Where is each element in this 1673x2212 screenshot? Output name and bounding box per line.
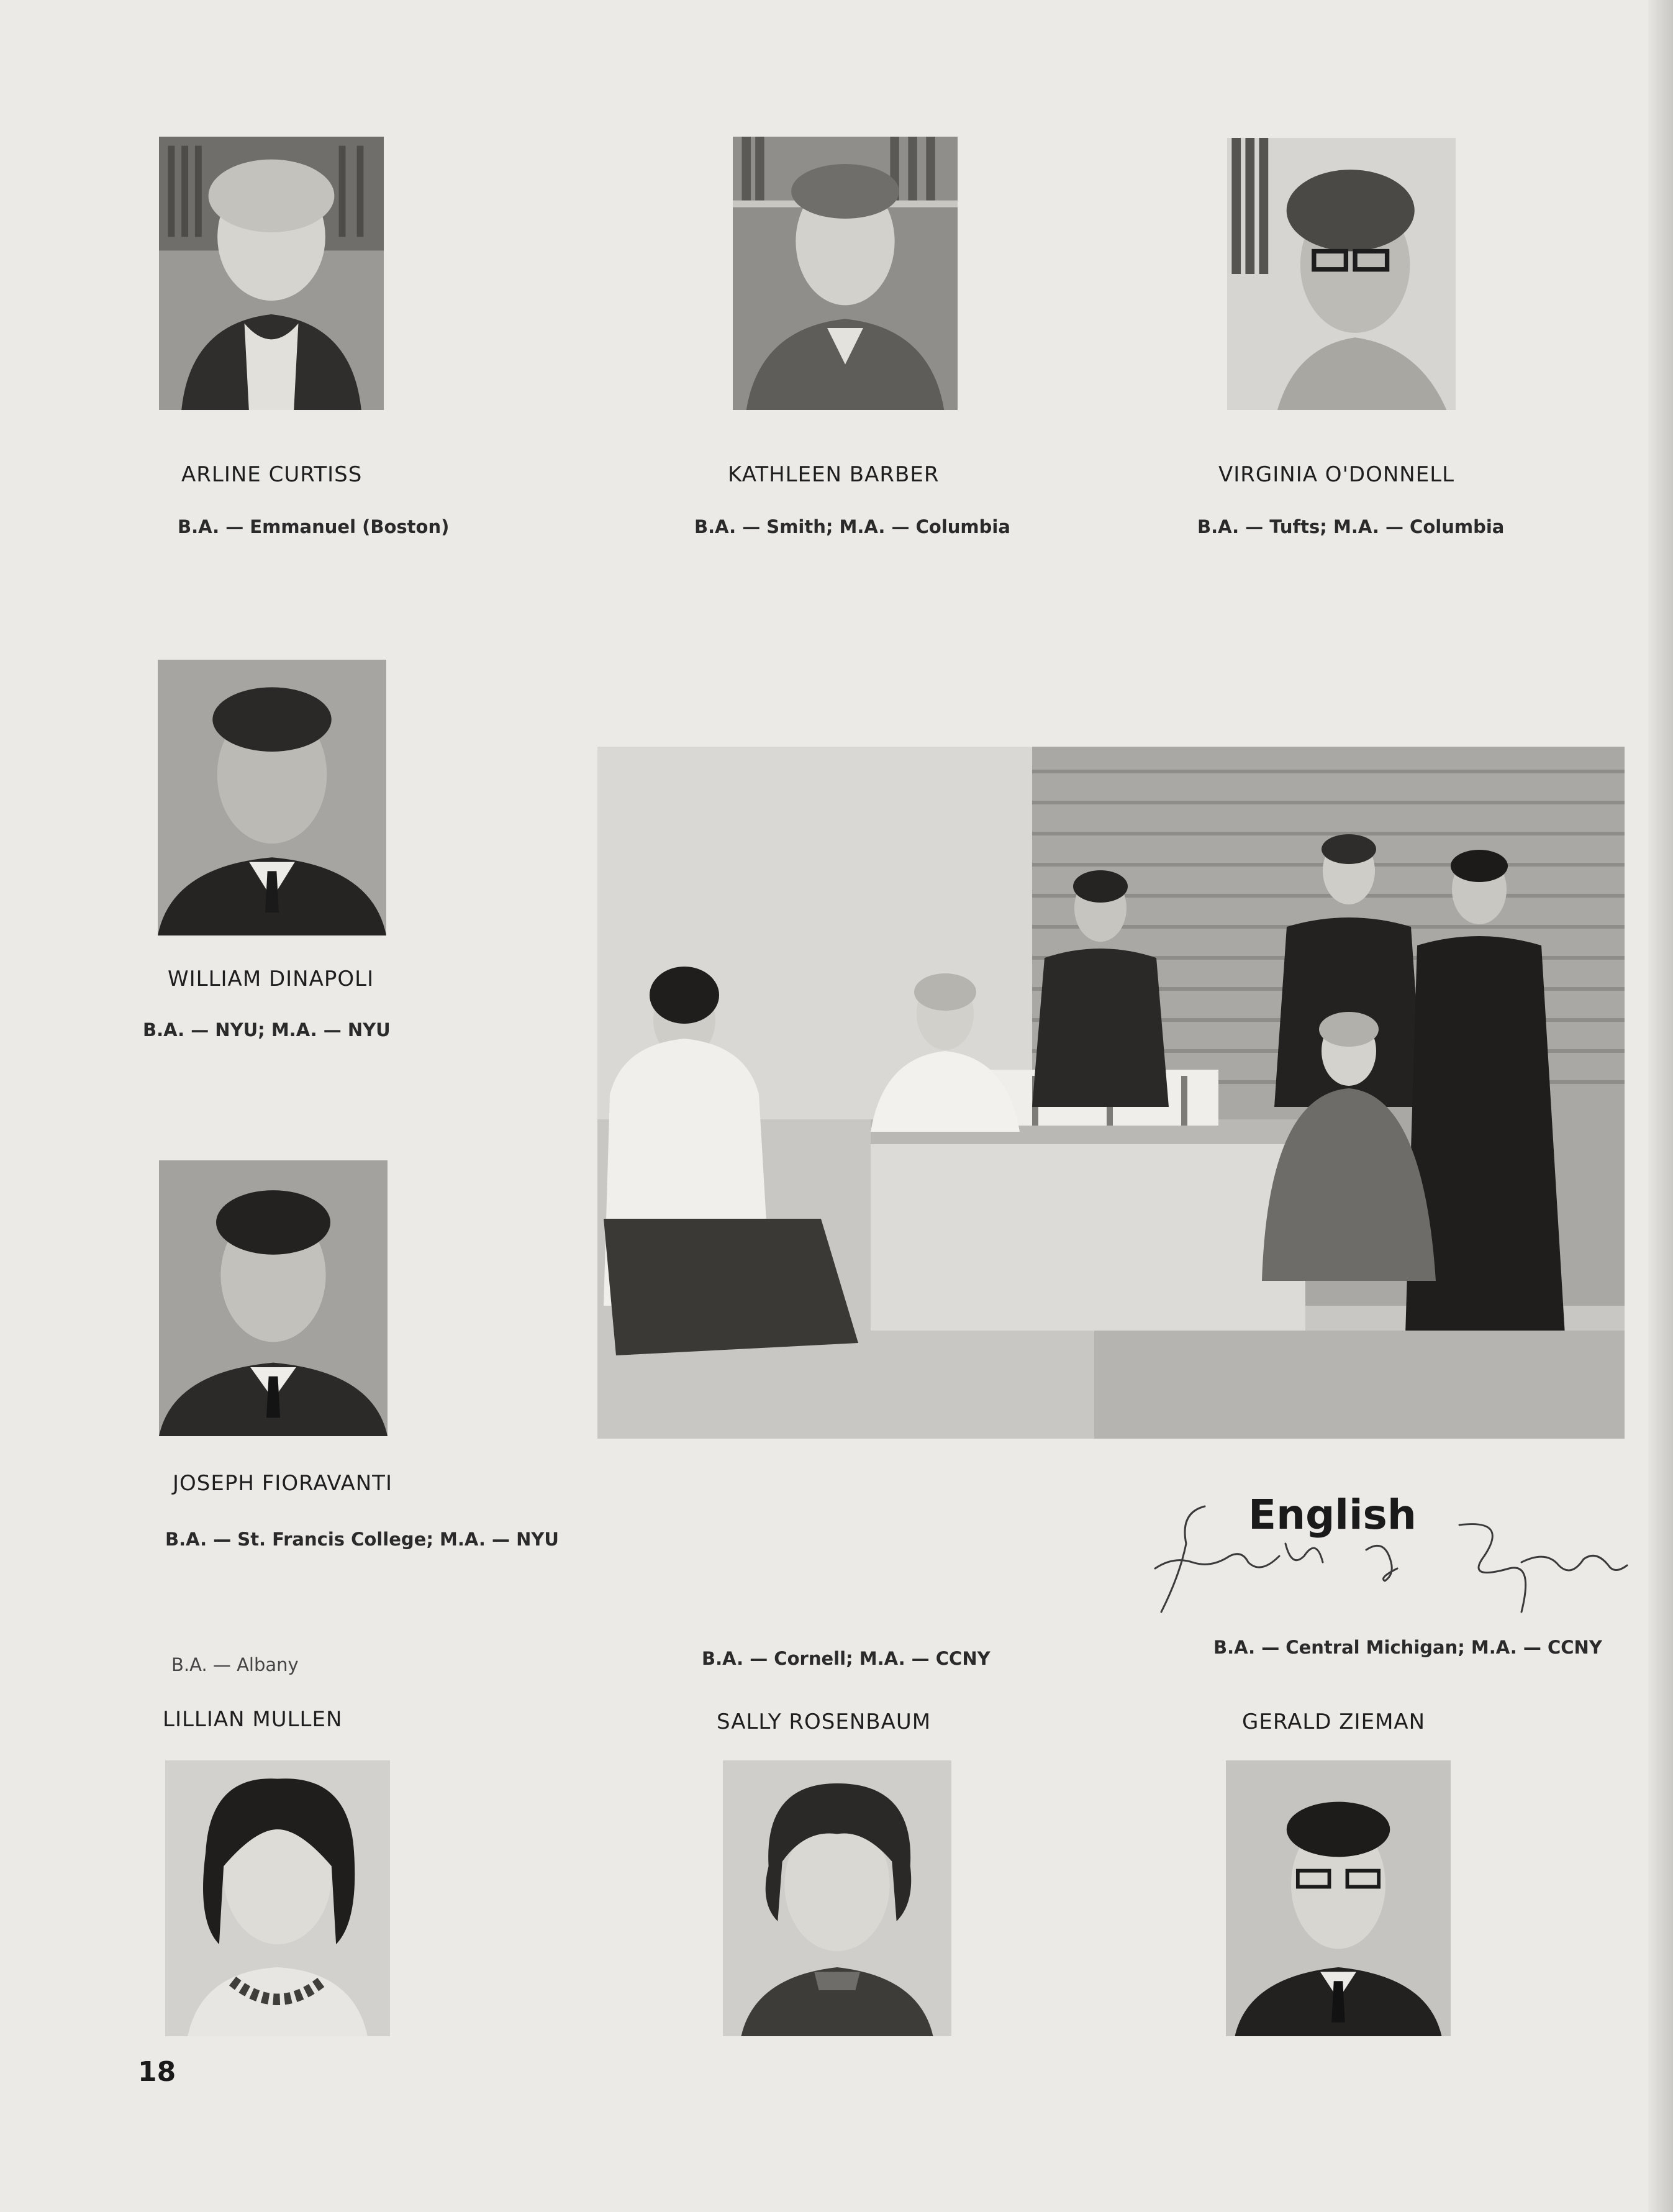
faculty-degree-curtiss: B.A. — Emmanuel (Boston) xyxy=(178,516,450,537)
page-edge xyxy=(1648,0,1673,2212)
portrait-arline-curtiss xyxy=(159,137,384,410)
faculty-degree-dinapoli: B.A. — NYU; M.A. — NYU xyxy=(143,1019,391,1040)
faculty-name-rosenbaum: SALLY ROSENBAUM xyxy=(717,1709,932,1734)
portrait-sally-rosenbaum xyxy=(723,1760,951,2036)
department-title: English xyxy=(1248,1491,1417,1539)
faculty-degree-fioravanti: B.A. — St. Francis College; M.A. — NYU xyxy=(165,1529,559,1550)
faculty-degree-odonnell: B.A. — Tufts; M.A. — Columbia xyxy=(1197,516,1505,537)
faculty-degree-barber: B.A. — Smith; M.A. — Columbia xyxy=(694,516,1010,537)
group-photo-english-department xyxy=(597,747,1625,1439)
portrait-joseph-fioravanti xyxy=(159,1160,388,1436)
faculty-name-dinapoli: WILLIAM DINAPOLI xyxy=(168,967,374,991)
faculty-name-zieman: GERALD ZIEMAN xyxy=(1242,1709,1426,1734)
faculty-degree-zieman: B.A. — Central Michigan; M.A. — CCNY xyxy=(1213,1637,1602,1658)
faculty-name-barber: KATHLEEN BARBER xyxy=(728,462,940,487)
portrait-william-dinapoli xyxy=(158,660,386,935)
faculty-name-fioravanti: JOSEPH FIORAVANTI xyxy=(173,1471,392,1496)
portrait-kathleen-barber xyxy=(733,137,958,410)
faculty-degree-mullen: B.A. — Albany xyxy=(171,1654,299,1675)
portrait-lillian-mullen xyxy=(165,1760,390,2036)
faculty-name-odonnell: VIRGINIA O'DONNELL xyxy=(1218,462,1455,487)
faculty-name-curtiss: ARLINE CURTISS xyxy=(181,462,363,487)
portrait-virginia-odonnell xyxy=(1227,138,1456,410)
page-number: 18 xyxy=(138,2056,176,2088)
faculty-name-mullen: LILLIAN MULLEN xyxy=(163,1707,343,1732)
faculty-degree-rosenbaum: B.A. — Cornell; M.A. — CCNY xyxy=(702,1648,991,1669)
handwritten-signature xyxy=(1136,1488,1633,1637)
portrait-gerald-zieman xyxy=(1226,1760,1451,2036)
